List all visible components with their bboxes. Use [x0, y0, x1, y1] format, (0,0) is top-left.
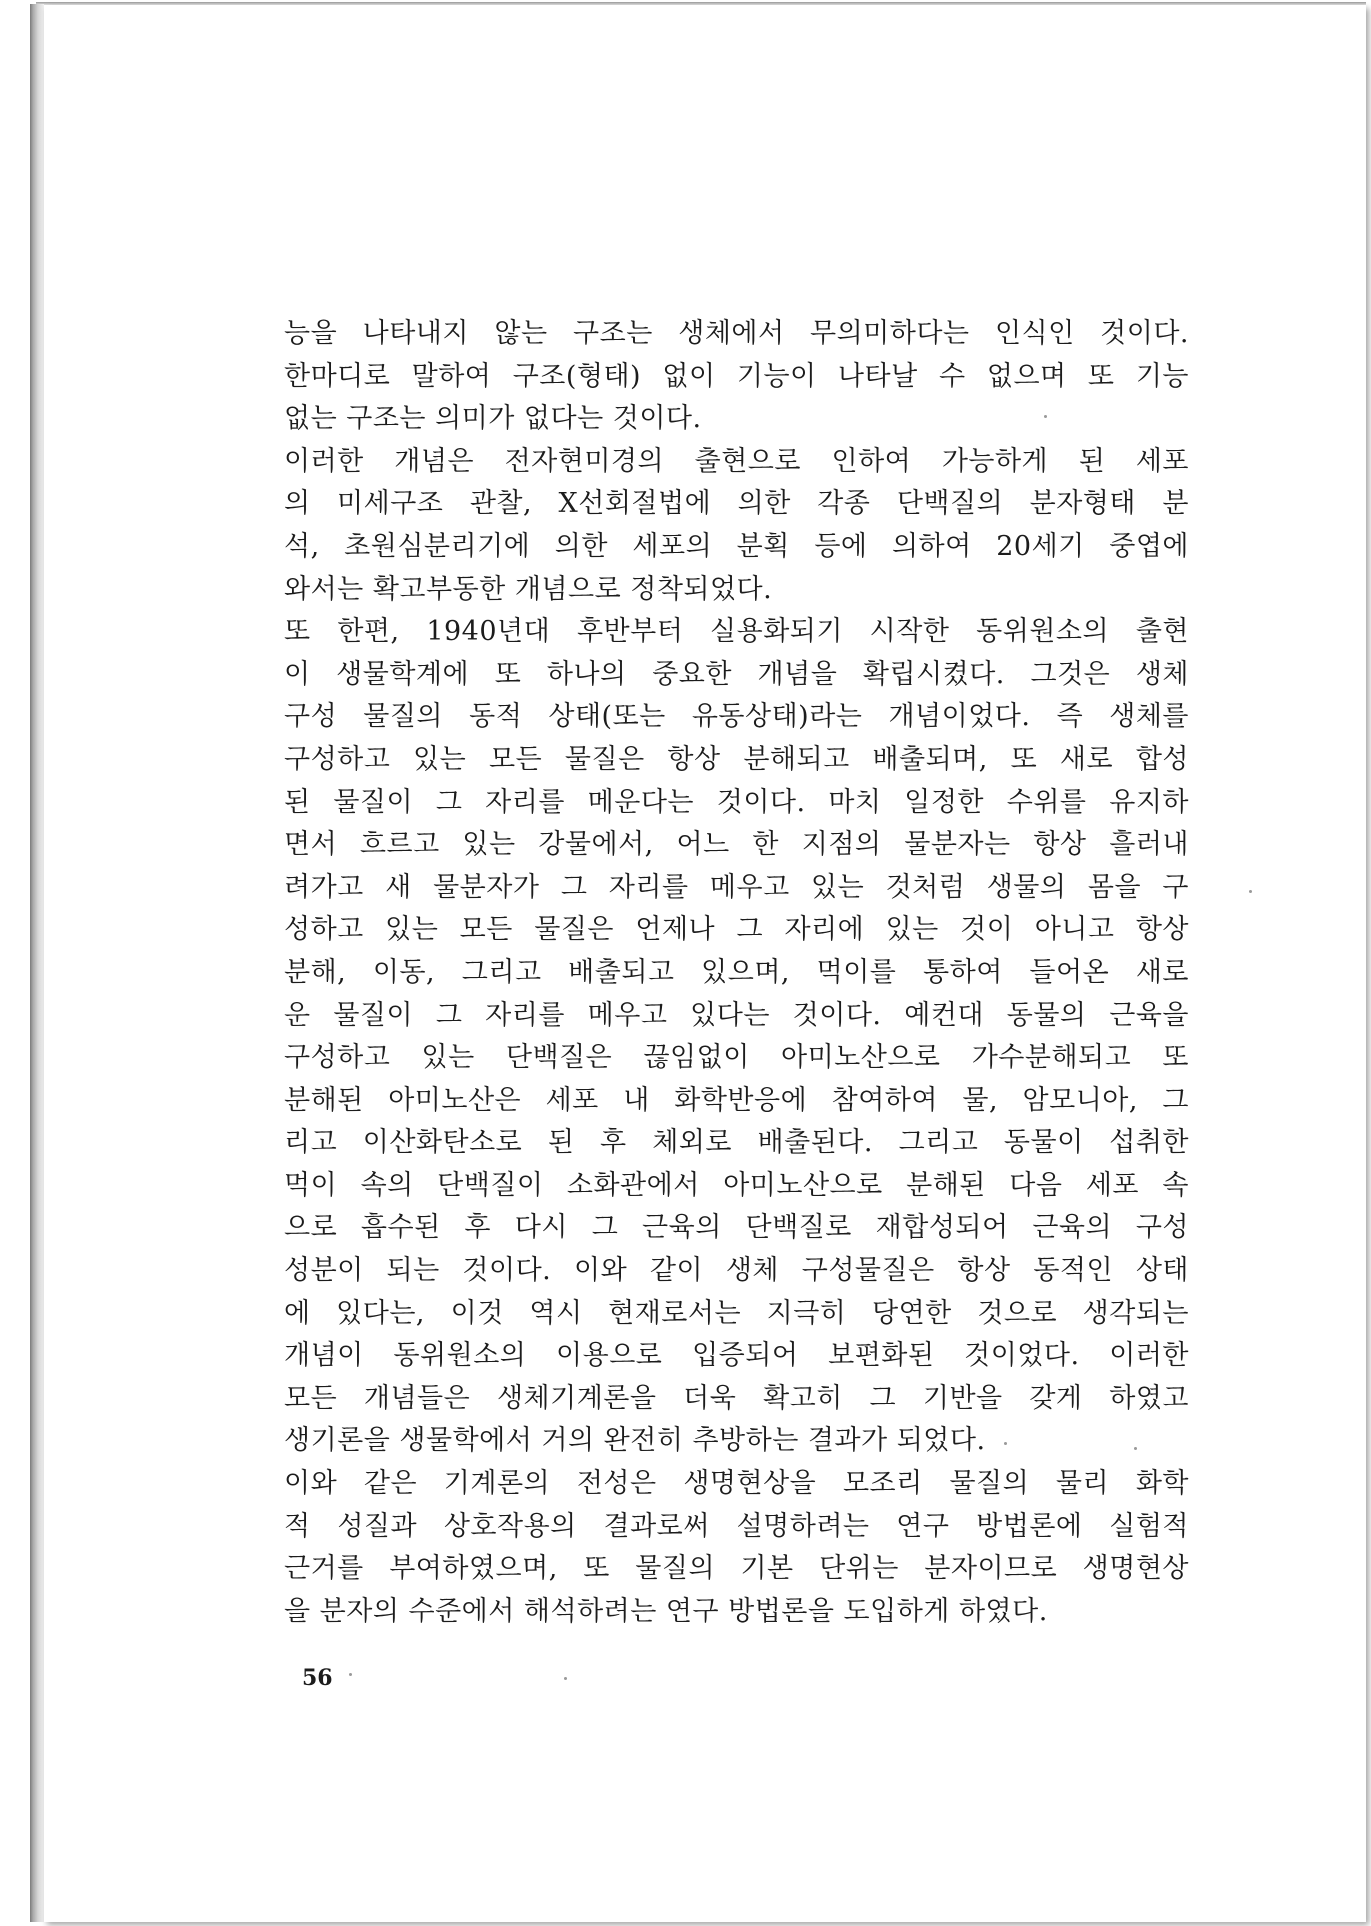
- text-line: 능을 나타내지 않는 구조는 생체에서 무의미하다는 인식인 것이다.: [284, 318, 1189, 349]
- text-line: 리고 이산화탄소로 된 후 체외로 배출된다. 그리고 동물이 섭취한: [284, 1127, 1189, 1159]
- text-line: 적 성질과 상호작용의 결과로써 설명하려는 연구 방법론에 실험적: [284, 1510, 1189, 1542]
- scan-speck: [349, 1673, 352, 1676]
- text-line: 면서 흐르고 있는 강물에서, 어느 한 지점의 물분자는 항상 흘러내: [284, 829, 1189, 861]
- text-line: 또 한편, 1940년대 후반부터 실용화되기 시작한 동위원소의 출현: [284, 616, 1189, 648]
- text-line: 모든 개념들은 생체기계론을 더욱 확고히 그 기반을 갖게 하였고: [284, 1382, 1189, 1414]
- text-line: 석, 초원심분리기에 의한 세포의 분획 등에 의하여 20세기 중엽에: [284, 530, 1189, 562]
- scan-speck: [1004, 1442, 1007, 1445]
- page-edge-left: [30, 4, 44, 1922]
- page-number: 56: [302, 1665, 333, 1691]
- text-line: 분해된 아미노산은 세포 내 화학반응에 참여하여 물, 암모니아, 그: [284, 1084, 1189, 1116]
- scan-speck: [1044, 415, 1047, 418]
- text-line: 구성 물질의 동적 상태(또는 유동상태)라는 개념이었다. 즉 생체를: [284, 701, 1189, 733]
- paragraph: [284, 1463, 1189, 1633]
- text-line: 한마디로 말하여 구조(형태) 없이 기능이 나타날 수 없으며 또 기능: [284, 360, 1189, 392]
- text-line: 에 있다는, 이것 역시 현재로서는 지극히 당연한 것으로 생각되는: [284, 1297, 1189, 1329]
- text-line: 려가고 새 물분자가 그 자리를 메우고 있는 것처럼 생물의 몸을 구: [284, 871, 1189, 903]
- text-line: 으로 흡수된 후 다시 그 근육의 단백질로 재합성되어 근육의 구성: [284, 1212, 1189, 1244]
- text-line: 구성하고 있는 모든 물질은 항상 분해되고 배출되며, 또 새로 합성: [284, 743, 1189, 775]
- scan-speck: [1134, 1447, 1137, 1450]
- book-page: [44, 5, 1366, 1922]
- text-line: 이와 같은 기계론의 전성은 생명현상을 모조리 물질의 물리 화학: [284, 1468, 1189, 1500]
- text-line: 와서는 확고부동한 개념으로 정착되었다.: [284, 573, 773, 605]
- text-line: 구성하고 있는 단백질은 끊임없이 아미노산으로 가수분해되고 또: [284, 1042, 1189, 1074]
- text-line: 이러한 개념은 전자현미경의 출현으로 인하여 가능하게 된 세포: [284, 445, 1189, 477]
- text-line: 근거를 부여하였으며, 또 물질의 기본 단위는 분자이므로 생명현상: [284, 1553, 1189, 1585]
- text-line: 없는 구조는 의미가 없다는 것이다.: [284, 403, 702, 435]
- text-line: 성분이 되는 것이다. 이와 같이 생체 구성물질은 항상 동적인 상태: [284, 1255, 1189, 1287]
- text-line: 성하고 있는 모든 물질은 언제나 그 자리에 있는 것이 아니고 항상: [284, 914, 1189, 946]
- text-line: 생기론을 생물학에서 거의 완전히 추방하는 결과가 되었다.: [284, 1425, 986, 1457]
- scan-speck: [1249, 890, 1252, 893]
- text-line: 을 분자의 수준에서 해석하려는 연구 방법론을 도입하게 하였다.: [284, 1595, 1048, 1627]
- body-text: [284, 313, 1189, 1633]
- text-line: 이 생물학계에 또 하나의 중요한 개념을 확립시켰다. 그것은 생체: [284, 658, 1189, 690]
- text-line: 분해, 이동, 그리고 배출되고 있으며, 먹이를 통하여 들어온 새로: [284, 956, 1189, 988]
- text-line: 개념이 동위원소의 이용으로 입증되어 보편화된 것이었다. 이러한: [284, 1340, 1189, 1372]
- paragraph: [284, 611, 1189, 1463]
- text-line: 운 물질이 그 자리를 메우고 있다는 것이다. 예컨대 동물의 근육을: [284, 999, 1189, 1031]
- scan-speck: [564, 1677, 567, 1680]
- text-line: 된 물질이 그 자리를 메운다는 것이다. 마치 일정한 수위를 유지하: [284, 786, 1189, 818]
- paragraph: [284, 441, 1189, 611]
- text-line: 먹이 속의 단백질이 소화관에서 아미노산으로 분해된 다음 세포 속: [284, 1169, 1189, 1201]
- text-line: 의 미세구조 관찰, X선회절법에 의한 각종 단백질의 분자형태 분: [284, 488, 1189, 520]
- paragraph: [284, 313, 1189, 441]
